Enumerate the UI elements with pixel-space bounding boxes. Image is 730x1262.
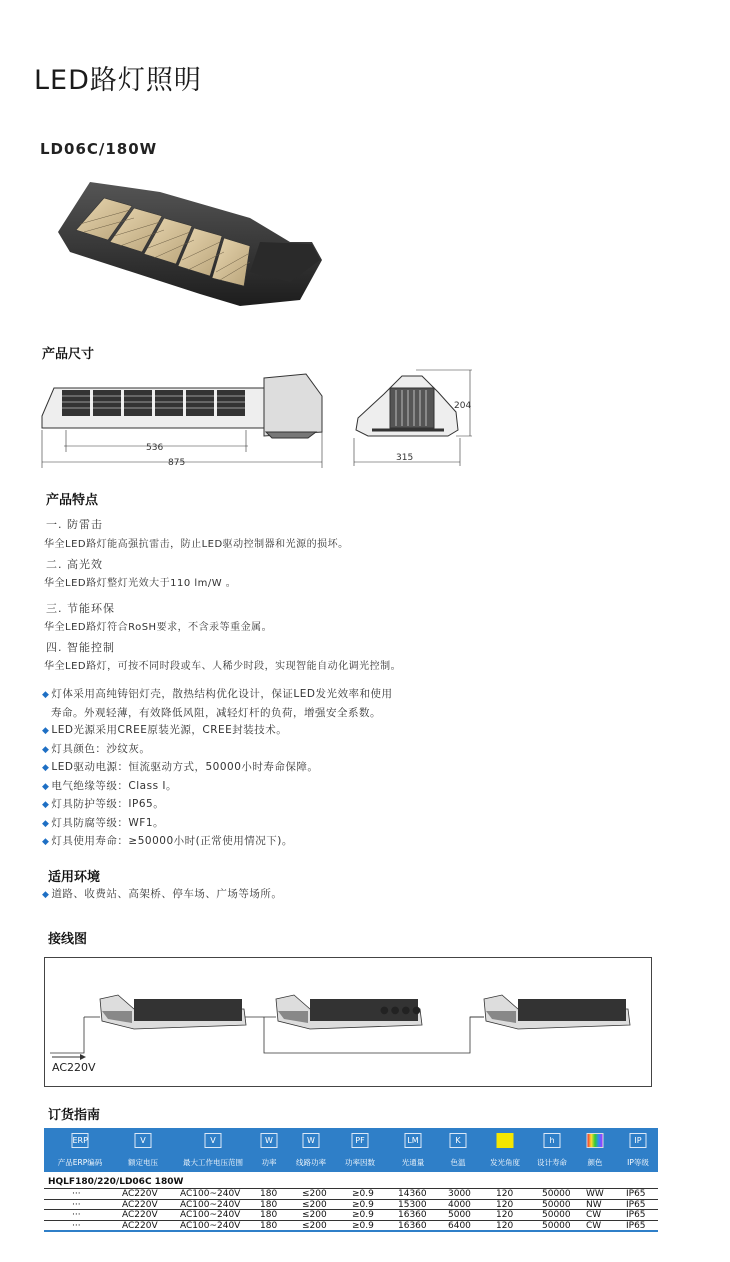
model-number: LD06C/180W — [40, 140, 158, 158]
table-cell: ≥0.9 — [352, 1199, 374, 1210]
table-cell: ≤200 — [302, 1199, 327, 1210]
table-cell: 50000 — [542, 1189, 571, 1199]
table-row — [44, 1220, 658, 1231]
dim-height: 204 — [454, 401, 472, 411]
table-cell: 3000 — [448, 1189, 471, 1199]
environment-heading: 适用环境 — [48, 870, 101, 885]
wiring-voltage-label: AC220V — [52, 1061, 96, 1074]
erp-icon: ERP — [72, 1133, 89, 1148]
wiring-heading: 接线图 — [48, 932, 88, 947]
spec-bullet-list — [42, 686, 502, 852]
table-cell: AC100~240V — [180, 1210, 241, 1220]
table-cell: WW — [586, 1189, 604, 1199]
table-row — [44, 1188, 658, 1199]
dim-width: 315 — [396, 453, 414, 463]
table-cell: 50000 — [542, 1210, 571, 1220]
table-cell: AC100~240V — [180, 1199, 241, 1210]
features-heading: 产品特点 — [46, 493, 99, 508]
order-model-line: HQLF180/220/LD06C 180W — [48, 1177, 184, 1187]
table-cell: 120 — [496, 1220, 514, 1231]
col-beam-angle: 发光角度 — [484, 1128, 526, 1172]
dimensions-heading: 产品尺寸 — [42, 347, 95, 362]
col-erp: ERP 产品ERP编码 — [44, 1128, 116, 1172]
table-cell: ··· — [72, 1189, 81, 1199]
table-cell: 50000 — [542, 1220, 571, 1231]
table-cell: AC100~240V — [180, 1220, 241, 1231]
feature-title-2: 二. 高光效 — [46, 558, 103, 571]
feature-text-3: 华全LED路灯符合RoSH要求，不含汞等重金属。 — [44, 622, 273, 633]
col-lumen: LM 光通量 — [390, 1128, 436, 1172]
col-color: 颜色 — [582, 1128, 608, 1172]
list-item: ◆ 灯体采用高纯铸铝灯壳，散热结构优化设计，保证LED发光效率和使用 — [42, 688, 393, 700]
order-header-bar — [44, 1128, 658, 1172]
list-item: ◆ 灯具使用寿命：≥50000小时(正常使用情况下)。 — [42, 835, 293, 847]
environment-text: ◆ 道路、收费站、高架桥、停车场、广场等场所。 — [42, 888, 283, 900]
list-item: ◆ LED驱动电源：恒流驱动方式，50000小时寿命保障。 — [42, 761, 319, 773]
lifetime-icon: h — [544, 1133, 561, 1148]
table-cell: AC100~240V — [180, 1189, 241, 1199]
table-cell: CW — [586, 1220, 602, 1231]
table-cell: ≤200 — [302, 1189, 327, 1199]
list-item: ◆ 灯具防护等级：IP65。 — [42, 798, 165, 810]
table-row — [44, 1209, 658, 1220]
wiring-lamp-1 — [100, 995, 246, 1029]
table-cell: AC220V — [122, 1220, 158, 1231]
wiring-drawing — [44, 957, 652, 1087]
kelvin-icon: K — [450, 1133, 467, 1148]
table-cell: IP65 — [626, 1189, 646, 1199]
table-cell: ··· — [72, 1220, 81, 1231]
table-cell: ··· — [72, 1210, 81, 1220]
feature-text-2: 华全LED路灯整灯光效大于110 lm/W 。 — [44, 578, 237, 589]
voltage-icon: V — [135, 1133, 152, 1148]
list-item: ◆ 电气绝缘等级：Class Ⅰ。 — [42, 779, 177, 792]
pf-icon: PF — [352, 1133, 369, 1148]
feature-text-4: 华全LED路灯，可按不同时段或车、人稀少时段，实现智能自动化调光控制。 — [44, 661, 402, 672]
table-cell: ≥0.9 — [352, 1189, 374, 1199]
line-power-icon: W — [303, 1133, 320, 1148]
dim-total-length: 875 — [168, 458, 186, 468]
table-cell: CW — [586, 1210, 602, 1220]
table-cell: IP65 — [626, 1199, 646, 1210]
table-cell: IP65 — [626, 1210, 646, 1220]
table-cell: ··· — [72, 1199, 81, 1210]
table-cell: AC220V — [122, 1189, 158, 1199]
col-voltage-range: V 最大工作电压范围 — [170, 1128, 256, 1172]
table-cell: 120 — [496, 1189, 514, 1199]
voltage-range-icon: V — [205, 1133, 222, 1148]
product-photo — [50, 172, 330, 312]
table-cell: 16360 — [398, 1220, 427, 1231]
beam-angle-icon — [497, 1133, 514, 1148]
lumen-icon: LM — [405, 1133, 422, 1148]
table-cell: 120 — [496, 1210, 514, 1220]
page-title: LED路灯照明 — [34, 65, 202, 96]
col-power: W 功率 — [256, 1128, 282, 1172]
table-cell: 16360 — [398, 1210, 427, 1220]
table-cell: 5000 — [448, 1210, 471, 1220]
color-icon — [587, 1133, 604, 1148]
col-lifetime: h 设计寿命 — [530, 1128, 574, 1172]
feature-title-3: 三. 节能环保 — [46, 602, 115, 615]
table-cell: 6400 — [448, 1220, 471, 1231]
wiring-continuation-dots: ●●●● — [380, 1005, 423, 1016]
list-item: ◆ 灯具防腐等级：WF1。 — [42, 816, 165, 829]
table-cell: 180 — [260, 1220, 278, 1231]
table-cell: 14360 — [398, 1189, 427, 1199]
order-heading: 订货指南 — [48, 1108, 101, 1123]
table-cell: ≤200 — [302, 1210, 327, 1220]
table-cell: 50000 — [542, 1199, 571, 1210]
table-cell: AC220V — [122, 1199, 158, 1210]
dim-inner-length: 536 — [146, 443, 164, 453]
feature-title-4: 四. 智能控制 — [46, 641, 115, 654]
ip-icon: IP — [630, 1133, 647, 1148]
table-cell: AC220V — [122, 1210, 158, 1220]
wiring-lamp-3 — [484, 995, 630, 1029]
feature-title-1: 一. 防雷击 — [46, 518, 103, 531]
table-cell: 4000 — [448, 1199, 471, 1210]
power-icon: W — [261, 1133, 278, 1148]
col-line-power: W 线路功率 — [286, 1128, 336, 1172]
table-cell: 180 — [260, 1189, 278, 1199]
table-cell: NW — [586, 1199, 602, 1210]
col-ip: IP IP等级 — [618, 1128, 658, 1172]
table-cell: 180 — [260, 1210, 278, 1220]
table-cell: ≥0.9 — [352, 1220, 374, 1231]
table-cell: 15300 — [398, 1199, 427, 1210]
list-item: ◆ LED光源采用CREE原装光源，CREE封装技术。 — [42, 724, 288, 736]
table-cell: ≤200 — [302, 1220, 327, 1231]
col-cct: K 色温 — [444, 1128, 472, 1172]
col-rated-voltage: V 额定电压 — [116, 1128, 170, 1172]
order-table — [44, 1176, 658, 1232]
table-cell: ≥0.9 — [352, 1210, 374, 1220]
list-item: ◆ 灯具颜色：沙纹灰。 — [42, 742, 151, 755]
table-cell: 120 — [496, 1199, 514, 1210]
feature-text-1: 华全LED路灯能高强抗雷击，防止LED驱动控制器和光源的损坏。 — [44, 539, 349, 550]
dimension-drawing — [36, 366, 476, 470]
table-row — [44, 1199, 658, 1210]
table-cell: 180 — [260, 1199, 278, 1210]
col-power-factor: PF 功率因数 — [338, 1128, 382, 1172]
table-cell: IP65 — [626, 1220, 646, 1231]
list-item: 寿命。外观轻薄，有效降低风阻，减轻灯杆的负荷，增强安全系数。 — [51, 706, 381, 719]
